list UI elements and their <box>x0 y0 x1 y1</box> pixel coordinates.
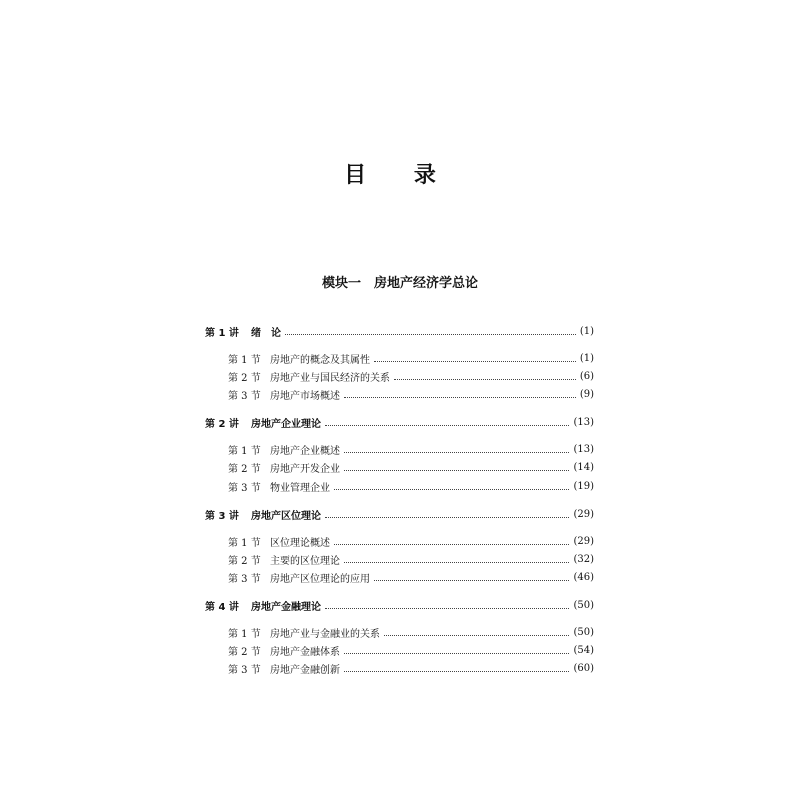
section-number: 第 3 节 <box>228 390 261 402</box>
chapter-number: 第 3 讲 <box>205 510 239 522</box>
toc-section[interactable] <box>228 641 594 659</box>
toc-section[interactable] <box>228 659 594 677</box>
dot-leader <box>344 661 569 672</box>
section-title: 区位理论概述 <box>270 537 330 549</box>
chapter-number: 第 4 讲 <box>205 601 239 613</box>
section-number: 第 2 节 <box>228 555 261 567</box>
section-number: 第 1 节 <box>228 445 261 457</box>
section-number: 第 2 节 <box>228 646 261 658</box>
page-number: (9) <box>579 388 594 400</box>
dot-leader <box>344 442 569 453</box>
page-number: (50) <box>573 626 594 638</box>
toc-section[interactable] <box>228 477 594 495</box>
page-number: (32) <box>573 553 594 565</box>
dot-leader <box>384 625 569 636</box>
page-number: (50) <box>573 599 594 611</box>
page-number: (13) <box>573 443 594 455</box>
toc-section[interactable] <box>228 458 594 476</box>
dot-leader <box>344 643 569 654</box>
toc-section[interactable] <box>228 568 594 586</box>
page-number: (29) <box>573 508 594 520</box>
page-number: (1) <box>579 325 594 337</box>
page-number: (6) <box>579 370 594 382</box>
chapter-title: 房地产区位理论 <box>251 510 321 522</box>
chapter-number: 第 2 讲 <box>205 418 239 430</box>
page-number: (29) <box>573 535 594 547</box>
toc-chapter-2[interactable] <box>205 413 594 431</box>
page-number: (54) <box>573 644 594 656</box>
toc-chapter-1[interactable] <box>205 322 594 340</box>
section-title: 房地产业与金融业的关系 <box>270 628 380 640</box>
section-title: 房地产企业概述 <box>270 445 340 457</box>
section-number: 第 3 节 <box>228 482 261 494</box>
dot-leader <box>394 369 576 380</box>
dot-leader <box>374 351 576 362</box>
toc-section[interactable] <box>228 623 594 641</box>
page-title: 目 录 <box>344 162 456 188</box>
section-number: 第 1 节 <box>228 354 261 366</box>
section-title: 房地产市场概述 <box>270 390 340 402</box>
dot-leader <box>374 570 569 581</box>
dot-leader <box>325 415 569 426</box>
section-title: 房地产金融体系 <box>270 646 340 658</box>
chapter-number: 第 1 讲 <box>205 327 239 339</box>
dot-leader <box>344 387 576 398</box>
dot-leader <box>325 598 569 609</box>
section-title: 房地产金融创新 <box>270 664 340 676</box>
section-title: 房地产的概念及其属性 <box>270 354 370 366</box>
section-number: 第 1 节 <box>228 537 261 549</box>
dot-leader <box>344 460 569 471</box>
toc-section[interactable] <box>228 440 594 458</box>
page-number: (60) <box>573 662 594 674</box>
section-number: 第 3 节 <box>228 573 261 585</box>
page-number: (14) <box>573 461 594 473</box>
page-number: (19) <box>573 480 594 492</box>
toc-section[interactable] <box>228 385 594 403</box>
toc-section[interactable] <box>228 349 594 367</box>
chapter-title: 房地产企业理论 <box>251 418 321 430</box>
dot-leader <box>285 324 576 335</box>
chapter-title: 房地产金融理论 <box>251 601 321 613</box>
section-title: 房地产开发企业 <box>270 463 340 475</box>
section-title: 房地产区位理论的应用 <box>270 573 370 585</box>
page-number: (13) <box>573 416 594 428</box>
toc-section[interactable] <box>228 532 594 550</box>
section-number: 第 1 节 <box>228 628 261 640</box>
toc-section[interactable] <box>228 550 594 568</box>
dot-leader <box>334 479 569 490</box>
page-number: (1) <box>579 352 594 364</box>
section-number: 第 3 节 <box>228 664 261 676</box>
section-title: 物业管理企业 <box>270 482 330 494</box>
dot-leader <box>344 552 569 563</box>
toc-chapter-4[interactable] <box>205 596 594 614</box>
dot-leader <box>334 534 569 545</box>
page-number: (46) <box>573 571 594 583</box>
section-number: 第 2 节 <box>228 463 261 475</box>
module-title: 模块一 房地产经济学总论 <box>321 276 478 291</box>
section-number: 第 2 节 <box>228 372 261 384</box>
dot-leader <box>325 507 569 518</box>
section-title: 房地产业与国民经济的关系 <box>270 372 390 384</box>
section-title: 主要的区位理论 <box>270 555 340 567</box>
toc-chapter-3[interactable] <box>205 505 594 523</box>
chapter-title: 绪 论 <box>251 327 281 339</box>
toc-section[interactable] <box>228 367 594 385</box>
